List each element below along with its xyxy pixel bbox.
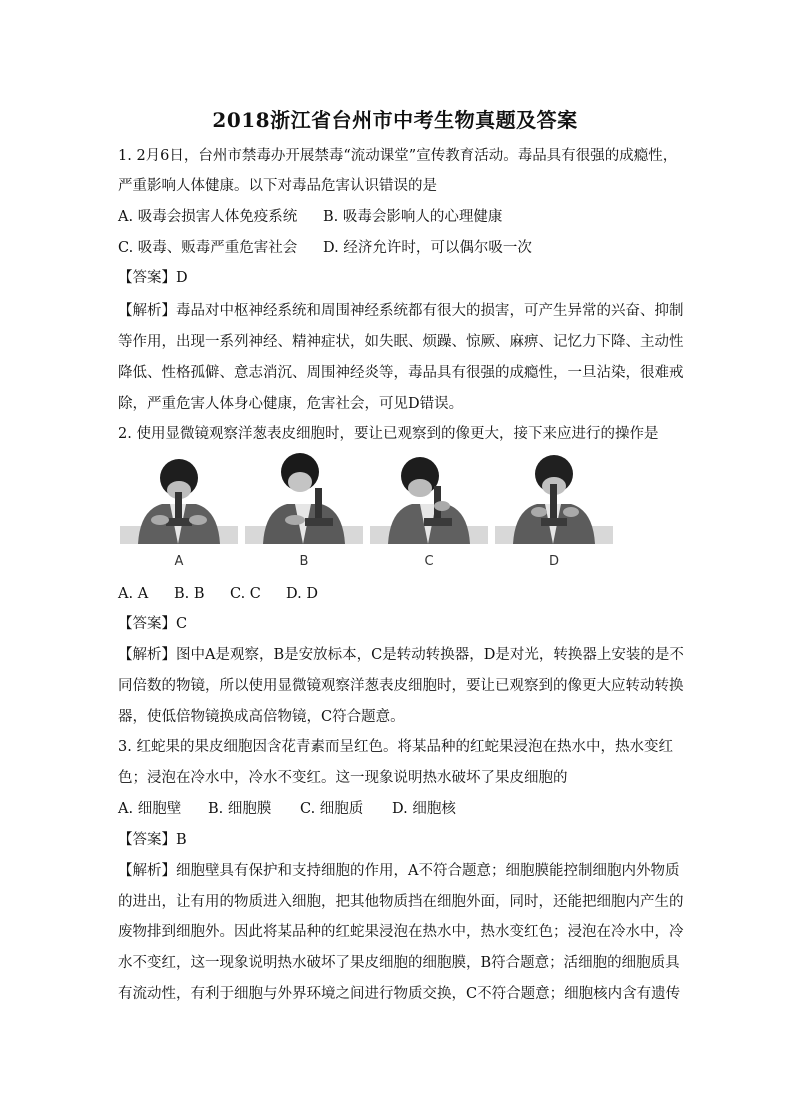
q1-analysis-line-2: 等作用，出现一系列神经、精神症状，如失眠、烦躁、惊厥、麻痹、记忆力下降、主动性 <box>118 334 684 350</box>
q2-option-d: D. D <box>286 586 318 602</box>
figure-c <box>370 448 488 573</box>
q3-option-b: B. 细胞膜 <box>208 801 272 817</box>
q2-option-a: A. A <box>118 586 149 602</box>
q1-answer: 【答案】D <box>118 270 188 286</box>
page-title: 2018浙江省台州市中考生物真题及答案 <box>212 108 578 132</box>
figure-label-d: D <box>548 554 559 569</box>
q2-options-row <box>118 584 678 604</box>
q2-analysis-line-1: 【解析】图中A是观察，B是安放标本，C是转动转换器，D是对光，转换器上安装的是不 <box>118 647 684 663</box>
q3-option-c: C. 细胞质 <box>300 801 364 817</box>
q3-options-row <box>118 799 678 819</box>
q2-option-b: B. B <box>174 586 205 602</box>
student-microscope-image-d <box>495 448 613 548</box>
q3-analysis-line-1: 【解析】细胞壁具有保护和支持细胞的作用，A不符合题意；细胞膜能控制细胞内外物质 <box>118 863 680 879</box>
q1-option-a: A. 吸毒会损害人体免疫系统 <box>118 209 298 225</box>
q3-analysis-line-3: 废物排到细胞外。因此将某品种的红蛇果浸泡在热水中，热水变红色；浸泡在冷水中，冷 <box>118 924 684 940</box>
q1-analysis-line-3: 降低、性格孤僻、意志消沉、周围神经炎等，毒品具有很强的成瘾性，一旦沾染，很难戒 <box>118 365 684 381</box>
q1-stem-line-1: 1. 2月6日，台州市禁毒办开展禁毒“流动课堂”宣传教育活动。毒品具有很强的成瘾性， <box>118 148 678 164</box>
q2-stem: 2. 使用显微镜观察洋葱表皮细胞时，要让已观察到的像更大，接下来应进行的操作是 <box>118 426 659 442</box>
q1-option-c: C. 吸毒、贩毒严重危害社会 <box>118 240 298 256</box>
q3-stem-line-2: 色；浸泡在冷水中，冷水不变红。这一现象说明热水破坏了果皮细胞的 <box>118 770 568 786</box>
figure-a <box>120 448 238 573</box>
q1-stem-line-2: 严重影响人体健康。以下对毒品危害认识错误的是 <box>118 178 437 194</box>
q3-stem-line-1: 3. 红蛇果的果皮细胞因含花青素而呈红色。将某品种的红蛇果浸泡在热水中，热水变红 <box>118 739 673 755</box>
q2-analysis-line-2: 同倍数的物镜，所以使用显微镜观察洋葱表皮细胞时，要让已观察到的像更大应转动转换 <box>118 678 684 694</box>
figure-label-a: A <box>174 554 184 569</box>
microscope-figures <box>120 448 620 578</box>
q3-option-d: D. 细胞核 <box>392 801 456 817</box>
student-microscope-image-a <box>120 448 238 548</box>
q3-analysis-line-5: 有流动性，有利于细胞与外界环境之间进行物质交换，C不符合题意；细胞核内含有遗传 <box>118 986 681 1002</box>
q3-analysis-line-2: 的进出，让有用的物质进入细胞，把其他物质挡在细胞外面，同时，还能把细胞内产生的 <box>118 894 684 910</box>
q1-option-b: B. 吸毒会影响人的心理健康 <box>323 209 503 225</box>
figure-d <box>495 448 613 573</box>
figure-b <box>245 448 363 573</box>
student-microscope-image-c <box>370 448 488 548</box>
q1-option-d: D. 经济允许时，可以偶尔吸一次 <box>323 240 532 256</box>
q1-options-row-2 <box>118 238 678 258</box>
q2-analysis-line-3: 器，使低倍物镜换成高倍物镜，C符合题意。 <box>118 709 405 725</box>
q1-options-row-1 <box>118 207 678 227</box>
q1-analysis-line-4: 除，严重危害人体身心健康，危害社会，可见D错误。 <box>118 396 464 412</box>
q3-answer: 【答案】B <box>118 832 187 848</box>
figure-label-c: C <box>424 554 434 569</box>
q2-answer: 【答案】C <box>118 616 188 632</box>
q2-option-c: C. C <box>230 586 261 602</box>
q3-analysis-line-4: 水不变红，这一现象说明热水破坏了果皮细胞的细胞膜，B符合题意；活细胞的细胞质具 <box>118 955 680 971</box>
student-microscope-image-b <box>245 448 363 548</box>
q1-analysis-line-1: 【解析】毒品对中枢神经系统和周围神经系统都有很大的损害，可产生异常的兴奋、抑制 <box>118 303 684 319</box>
q3-option-a: A. 细胞壁 <box>118 801 182 817</box>
figure-label-b: B <box>299 554 309 569</box>
